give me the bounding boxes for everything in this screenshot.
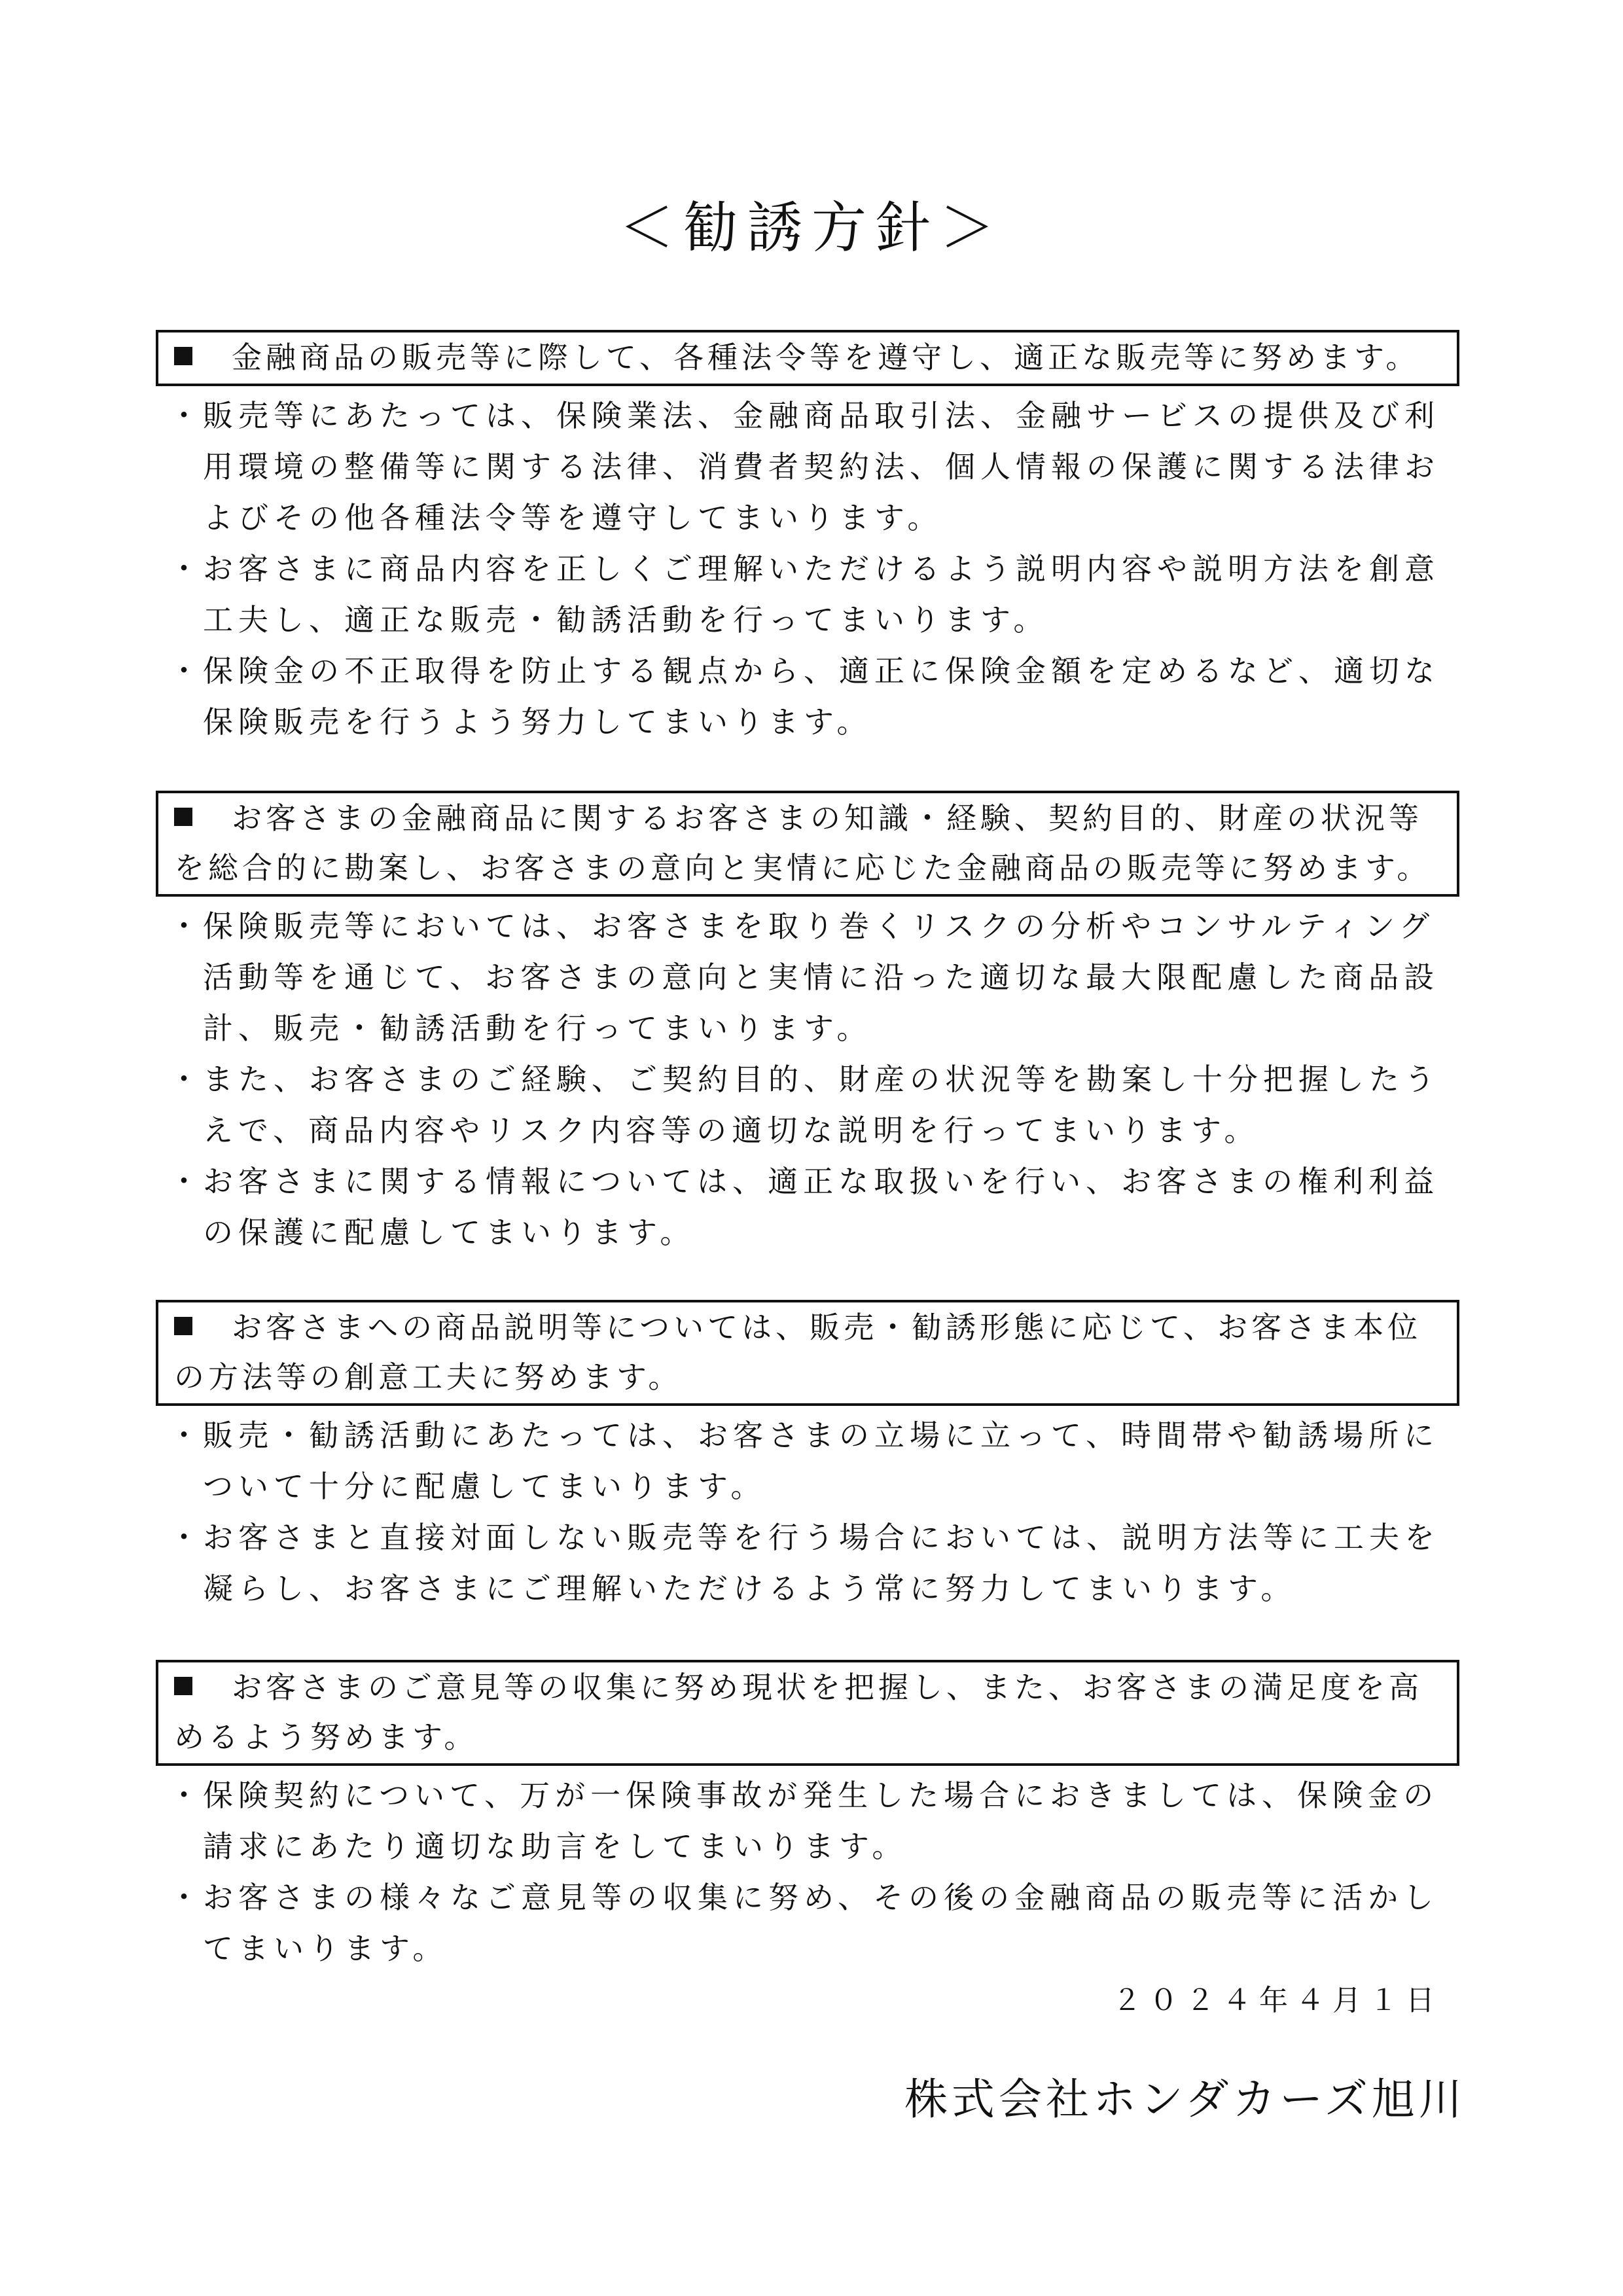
- bullet-mark: ・: [169, 1164, 204, 1199]
- section-1-heading-box: [156, 330, 1459, 386]
- section-3-heading-box: [156, 1300, 1459, 1406]
- bullet-mark: ・: [169, 908, 204, 944]
- black-square-icon: [174, 808, 192, 826]
- section-1-bullet-list: [169, 390, 1465, 747]
- list-item: [169, 1156, 1465, 1258]
- bullet-text: お客さまと直接対面しない販売等を行う場合においては、説明方法等に工夫を凝らし、お客さまにご理解いただけるよう常に努力してまいります。: [203, 1520, 1440, 1606]
- bullet-mark: ・: [169, 1880, 204, 1915]
- section-2-heading: お客さまの金融商品に関するお客さまの知識・経験、契約目的、財産の状況等を総合的に勘案し、お客さまの意向と実情に応じた金融商品の販売等に努めます。: [174, 800, 1431, 886]
- list-item: [169, 543, 1465, 645]
- bullet-text: また、お客さまのご経験、ご契約目的、財産の状況等を勘案し十分把握したうえで、商品内容やリスク内容等の適切な説明を行ってまいります。: [203, 1062, 1440, 1148]
- list-item: [169, 1410, 1465, 1512]
- list-item: [169, 390, 1465, 543]
- bullet-mark: ・: [169, 1520, 204, 1555]
- bullet-text: 保険金の不正取得を防止する観点から、適正に保険金額を定めるなど、適切な保険販売を行うよう努力してまいります。: [203, 653, 1440, 740]
- bullet-text: お客さまに関する情報については、適正な取扱いを行い、お客さまの権利利益の保護に配慮してまいります。: [203, 1164, 1440, 1250]
- list-item: [169, 901, 1465, 1054]
- issue-date: ２０２４年４月１日: [1113, 1984, 1442, 2017]
- bullet-text: 保険契約について、万が一保険事故が発生した場合におきましては、保険金の請求にあたり適切な助言をしてまいります。: [203, 1778, 1439, 1864]
- section-2-bullet-list: [169, 901, 1465, 1258]
- company-name: 株式会社ホンダカーズ旭川: [904, 2074, 1466, 2125]
- bullet-mark: ・: [169, 653, 204, 689]
- list-item: [169, 1770, 1465, 1872]
- list-item: [169, 645, 1465, 747]
- section-3-heading: お客さまへの商品説明等については、販売・勧誘形態に応じて、お客さま本位の方法等の創意工夫に努めます。: [174, 1310, 1422, 1395]
- bullet-mark: ・: [169, 1418, 204, 1453]
- section-4-bullet-list: [169, 1770, 1465, 1974]
- bullet-text: 保険販売等においては、お客さまを取り巻くリスクの分析やコンサルティング活動等を通じて、お客さまの意向と実情に沿った適切な最大限配慮した商品設計、販売・勧誘活動を行ってまいります。: [203, 908, 1440, 1046]
- section-1-heading: 金融商品の販売等に際して、各種法令等を遵守し、適正な販売等に努めます。: [232, 340, 1420, 375]
- bullet-text: お客さまに商品内容を正しくご理解いただけるよう説明内容や説明方法を創意工夫し、適正な販売・勧誘活動を行ってまいります。: [203, 551, 1440, 637]
- section-4-heading: お客さまのご意見等の収集に努め現状を把握し、また、お客さまの満足度を高めるよう努めます。: [174, 1670, 1423, 1755]
- list-item: [169, 1872, 1465, 1974]
- black-square-icon: [174, 1317, 192, 1335]
- bullet-text: 販売・勧誘活動にあたっては、お客さまの立場に立って、時間帯や勧誘場所について十分に配慮してまいります。: [203, 1418, 1440, 1504]
- section-3-bullet-list: [169, 1410, 1465, 1614]
- page-title: ＜勧誘方針＞: [618, 196, 1004, 260]
- list-item: [169, 1054, 1465, 1156]
- list-item: [169, 1512, 1465, 1614]
- section-2-heading-box: [156, 791, 1459, 897]
- bullet-text: お客さまの様々なご意見等の収集に努め、その後の金融商品の販売等に活かしてまいります。: [203, 1880, 1439, 1966]
- black-square-icon: [174, 1677, 192, 1695]
- black-square-icon: [174, 347, 192, 365]
- bullet-mark: ・: [169, 551, 204, 586]
- section-4-heading-box: [156, 1660, 1459, 1766]
- bullet-mark: ・: [169, 398, 204, 433]
- bullet-text: 販売等にあたっては、保険業法、金融商品取引法、金融サービスの提供及び利用環境の整備等に関する法律、消費者契約法、個人情報の保護に関する法律およびその他各種法令等を遵守してまいります。: [203, 398, 1440, 535]
- bullet-mark: ・: [169, 1778, 204, 1813]
- bullet-mark: ・: [169, 1062, 204, 1097]
